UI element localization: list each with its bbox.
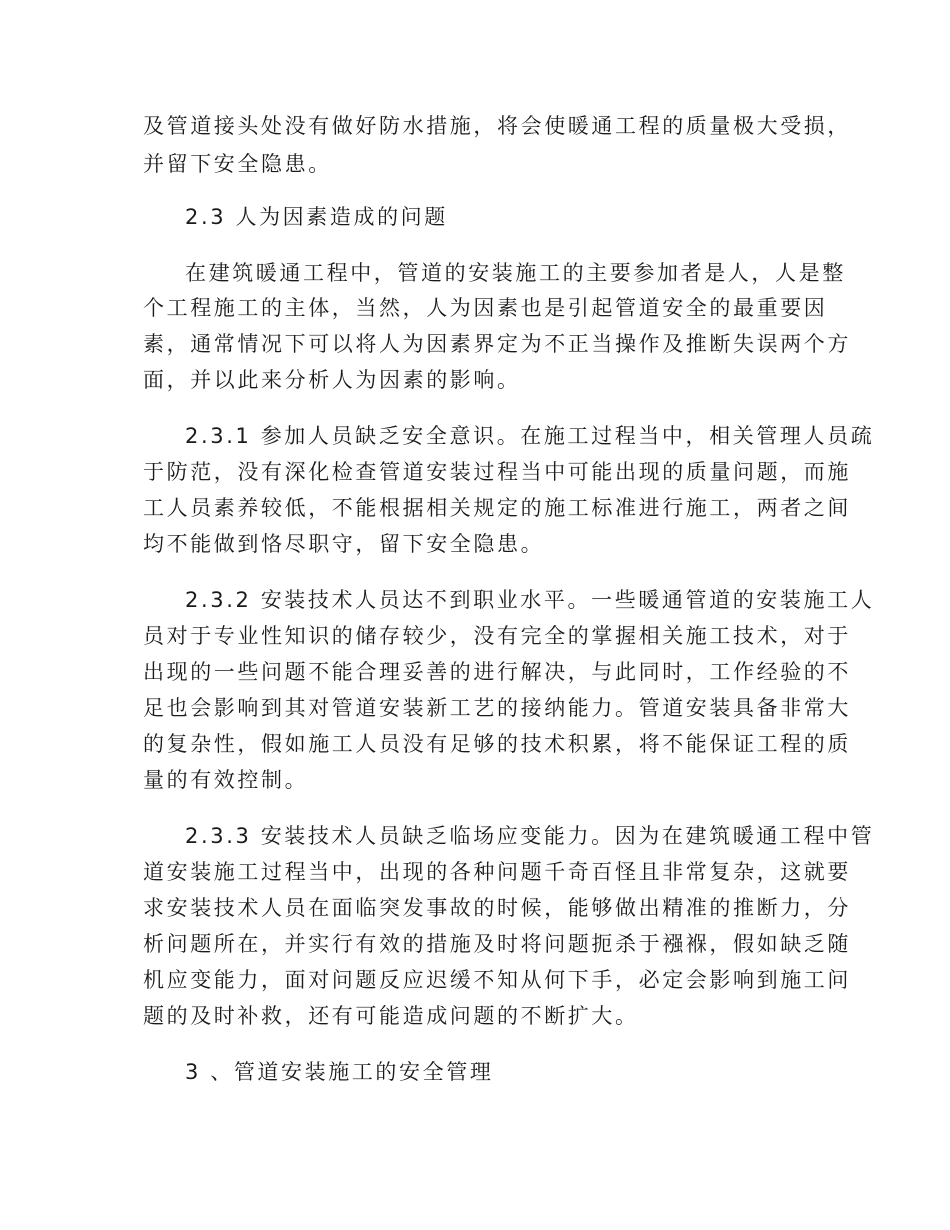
section-heading: 3 、管道安装施工的安全管理 (185, 1060, 494, 1084)
text-line: 个工程施工的主体，当然，人为因素也是引起管道安全的最重要因 (143, 296, 828, 320)
text-line: 均不能做到恪尽职守，留下安全隐患。 (143, 532, 545, 556)
text-line: 析问题所在，并实行有效的措施及时将问题扼杀于襁褓，假如缺乏随 (143, 932, 851, 956)
text-line: 题的及时补救，还有可能造成问题的不断扩大。 (143, 1004, 639, 1028)
text-line: 员对于专业性知识的储存较少，没有完全的掌握相关施工技术，对于 (143, 624, 851, 648)
text-line: 出现的一些问题不能合理妥善的进行解决，与此同时，工作经验的不 (143, 660, 851, 684)
text-line: 在建筑暖通工程中，管道的安装施工的主要参加者是人，人是整 (185, 261, 846, 285)
text-line: 量的有效控制。 (143, 768, 309, 792)
text-line: 及管道接头处没有做好防水措施，将会使暖通工程的质量极大受损， (143, 114, 851, 138)
text-line: 2.3.2 安装技术人员达不到职业水平。一些暖通管道的安装施工人 (185, 588, 875, 612)
text-line: 机应变能力，面对问题反应迟缓不知从何下手，必定会影响到施工问 (143, 968, 851, 992)
text-line: 2.3.3 安装技术人员缺乏临场应变能力。因为在建筑暖通工程中管 (185, 824, 875, 848)
text-line: 求安装技术人员在面临突发事故的时候，能够做出精准的推断力，分 (143, 896, 851, 920)
text-line: 工人员素养较低，不能根据相关规定的施工标准进行施工，两者之间 (143, 496, 851, 520)
text-line: 于防范，没有深化检查管道安装过程当中可能出现的质量问题，而施 (143, 460, 851, 484)
section-heading: 2.3 人为因素造成的问题 (185, 205, 448, 229)
text-line: 道安装施工过程当中，出现的各种问题千奇百怪且非常复杂，这就要 (143, 860, 851, 884)
text-line: 素，通常情况下可以将人为因素界定为不正当操作及推断失误两个方 (143, 332, 851, 356)
text-line: 2.3.1 参加人员缺乏安全意识。在施工过程当中，相关管理人员疏 (185, 424, 875, 448)
text-line: 并留下安全隐患。 (143, 152, 332, 176)
text-line: 的复杂性，假如施工人员没有足够的技术积累，将不能保证工程的质 (143, 732, 851, 756)
text-line: 面，并以此来分析人为因素的影响。 (143, 368, 521, 392)
text-line: 足也会影响到其对管道安装新工艺的接纳能力。管道安装具备非常大 (143, 696, 851, 720)
